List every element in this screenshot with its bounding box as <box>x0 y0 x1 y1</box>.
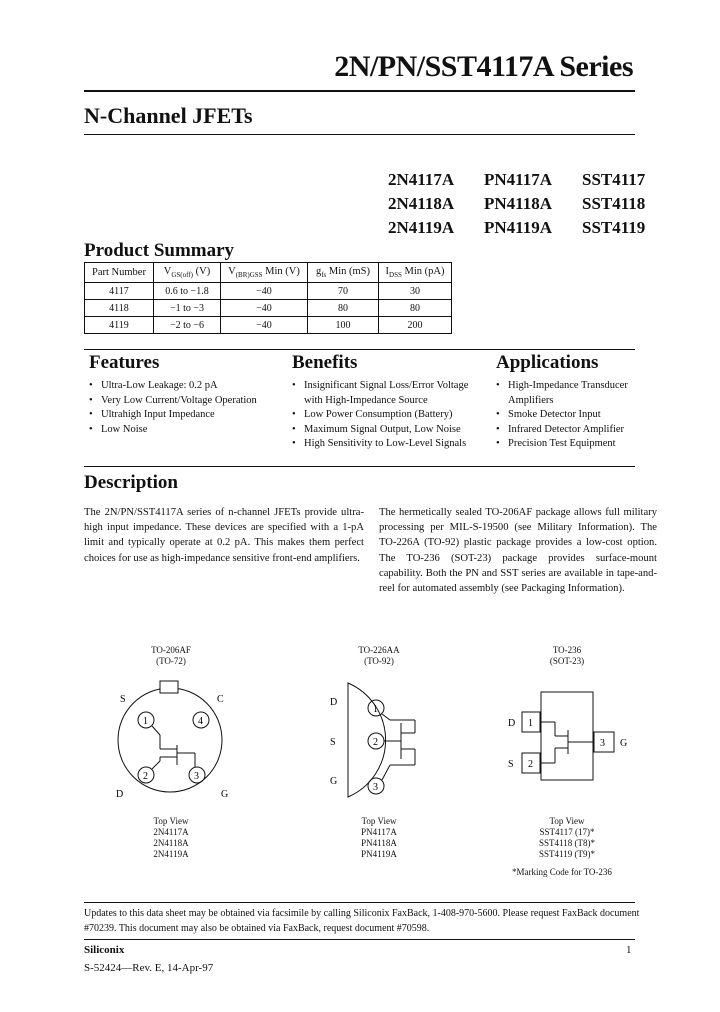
list-item: • High-Impedance Transducer Amplifiers <box>496 379 646 408</box>
applications-title: Applications <box>496 352 599 373</box>
description-left: The 2N/PN/SST4117A series of n-channel JFETs provide ultra-high input impedance. These devices are specified with a 1-pA limit and typically operate at 0.2 pA. This makes them perfect choices for use as high-impedance sensitive front-end amplifiers. <box>84 507 364 564</box>
part-column-sst <box>582 168 645 240</box>
pin-number: 2 <box>143 771 148 782</box>
to226-package-diagram <box>320 675 440 805</box>
table-cell: 4117 <box>85 283 154 300</box>
part-number: SST4117 <box>582 170 646 189</box>
section-rule <box>84 134 635 135</box>
list-item: • Ultra-Low Leakage: 0.2 pA <box>89 379 279 394</box>
pin-label: D <box>508 718 516 729</box>
part-number: 2N4118A <box>388 194 455 213</box>
list-item: • Insignificant Signal Loss/Error Voltage with High-Impedance Source <box>292 379 482 408</box>
list-item: • High Sensitivity to Low-Level Signals <box>292 437 482 452</box>
part-number: SST4119 <box>582 218 646 237</box>
package-part: 2N4118A <box>153 838 189 848</box>
table-cell: −1 to −3 <box>154 300 221 317</box>
pin-number: 4 <box>198 716 203 727</box>
package-tab <box>160 681 178 693</box>
to226-package-label <box>329 645 429 667</box>
brand-name: Siliconix <box>84 944 125 956</box>
pin-label: G <box>330 776 338 787</box>
table-row <box>85 283 452 300</box>
footer-note: Updates to this data sheet may be obtained via facsimile by calling Siliconix FaxBack, 1-408-970-5600. Please request FaxBack document #70239. This document may also be obtained via FaxBack, request document #70598. <box>84 908 640 934</box>
list-item: • Low Noise <box>89 423 279 438</box>
to206-parts <box>121 816 221 860</box>
view-label: Top View <box>361 816 397 826</box>
part-column-pn <box>484 168 552 240</box>
table-cell: 80 <box>379 300 452 317</box>
view-label: Top View <box>549 816 585 826</box>
part-number: 2N4117A <box>388 170 455 189</box>
table-cell: 0.6 to −1.8 <box>154 283 221 300</box>
to206-package-diagram <box>100 665 240 805</box>
page-number: 1 <box>626 944 632 956</box>
table-cell: −40 <box>221 300 308 317</box>
list-item: • Very Low Current/Voltage Operation <box>89 394 279 409</box>
package-alt-name: (TO-72) <box>156 656 186 666</box>
footer-note-rule <box>84 902 635 903</box>
features-title: Features <box>89 352 160 373</box>
package-part: PN4117A <box>361 827 397 837</box>
package-name: TO-206AF <box>151 645 191 655</box>
to236-package-diagram <box>500 680 640 790</box>
table-cell: 70 <box>308 283 379 300</box>
to236-parts <box>517 816 617 860</box>
series-title: 2N/PN/SST4117A Series <box>334 50 633 83</box>
pin-label: S <box>508 759 514 770</box>
description-right: The hermetically sealed TO-206AF package allows full military processing per MIL-S-19500 (see Military Information). The TO-226A (TO-92) plastic package provides a low-cost option. The TO-236 (SOT-23) package provides surface-mount capability. Both the PN and SST series are available in tape-and-reel for automated assembly (see Packaging Information). <box>379 507 657 595</box>
benefits-list <box>292 379 482 452</box>
part-number: PN4117A <box>484 170 552 189</box>
table-cell: −40 <box>221 283 308 300</box>
header-rule <box>84 90 635 92</box>
table-cell: 80 <box>308 300 379 317</box>
list-item: • Maximum Signal Output, Low Noise <box>292 423 482 438</box>
header-idss: $I_{DSS}$ Min (pA) <box>379 263 452 283</box>
list-item: • Smoke Detector Input <box>496 408 646 423</box>
pin-label: D <box>116 789 124 800</box>
table-cell: 200 <box>379 317 452 334</box>
to226-parts <box>329 816 429 860</box>
table-cell: 100 <box>308 317 379 334</box>
applications-list <box>496 379 646 452</box>
package-name: TO-226AA <box>358 645 400 655</box>
pin-number: 3 <box>600 738 605 749</box>
table-cell: 4118 <box>85 300 154 317</box>
marking-code-note: *Marking Code for TO-236 <box>512 867 612 877</box>
package-part: 2N4117A <box>153 827 189 837</box>
part-number: PN4119A <box>484 218 552 237</box>
package-name: TO-236 <box>552 645 582 655</box>
to206-package-label <box>121 645 221 667</box>
package-part: PN4119A <box>361 849 397 859</box>
part-number: PN4118A <box>484 194 552 213</box>
list-item: • Precision Test Equipment <box>496 437 646 452</box>
features-rule <box>84 349 635 350</box>
table-header-row <box>85 263 452 283</box>
list-item: • Infrared Detector Amplifier <box>496 423 646 438</box>
table-row <box>85 300 452 317</box>
pin-number: 1 <box>528 718 533 729</box>
section-title: N-Channel JFETs <box>84 103 253 128</box>
pin-number: 2 <box>528 759 533 770</box>
package-alt-name: (SOT-23) <box>549 656 585 666</box>
view-label: Top View <box>153 816 189 826</box>
header-vgs-off: $V_{GS(off)}$ (V) <box>154 263 221 283</box>
product-summary-title: Product Summary <box>84 240 235 261</box>
benefits-title: Benefits <box>292 352 358 373</box>
list-item: • Ultrahigh Input Impedance <box>89 408 279 423</box>
revision-code: S-52424—Rev. E, 14-Apr-97 <box>84 962 214 974</box>
description-title: Description <box>84 472 178 493</box>
package-part: SST4118 (T8)* <box>539 838 595 848</box>
part-column-2n <box>388 168 454 240</box>
footer-rule <box>84 939 635 940</box>
package-part: SST4117 (17)* <box>539 827 595 837</box>
pin-label: G <box>620 738 628 749</box>
pin-number: 1 <box>373 704 378 715</box>
product-summary-table <box>84 262 452 334</box>
table-cell: 4119 <box>85 317 154 334</box>
table-cell: −40 <box>221 317 308 334</box>
list-item: • Low Power Consumption (Battery) <box>292 408 482 423</box>
header-v-br-gss: $V_{(BR)GSS}$ Min (V) <box>221 263 308 283</box>
pin-number: 2 <box>373 737 378 748</box>
pin-label: C <box>217 694 224 705</box>
description-rule <box>84 466 635 467</box>
pin-label: S <box>330 737 336 748</box>
package-part: 2N4119A <box>153 849 189 859</box>
package-part: PN4118A <box>361 838 397 848</box>
part-number: SST4118 <box>582 194 646 213</box>
package-outline <box>118 688 222 792</box>
pin-number: 3 <box>194 771 199 782</box>
features-list <box>89 379 279 437</box>
package-part: SST4119 (T9)* <box>539 849 595 859</box>
package-outline <box>348 683 386 797</box>
pin-label: S <box>120 694 126 705</box>
header-gfs: $g_{fs}$ Min (mS) <box>308 263 379 283</box>
to236-package-label <box>517 645 617 667</box>
pin-label: D <box>330 697 338 708</box>
pin-number: 1 <box>143 716 148 727</box>
header-part-number: Part Number <box>85 263 154 283</box>
part-number: 2N4119A <box>388 218 455 237</box>
table-cell: 30 <box>379 283 452 300</box>
table-row <box>85 317 452 334</box>
pin-label: G <box>221 789 229 800</box>
package-alt-name: (TO-92) <box>364 656 394 666</box>
pin-number: 3 <box>373 782 378 793</box>
table-cell: −2 to −6 <box>154 317 221 334</box>
